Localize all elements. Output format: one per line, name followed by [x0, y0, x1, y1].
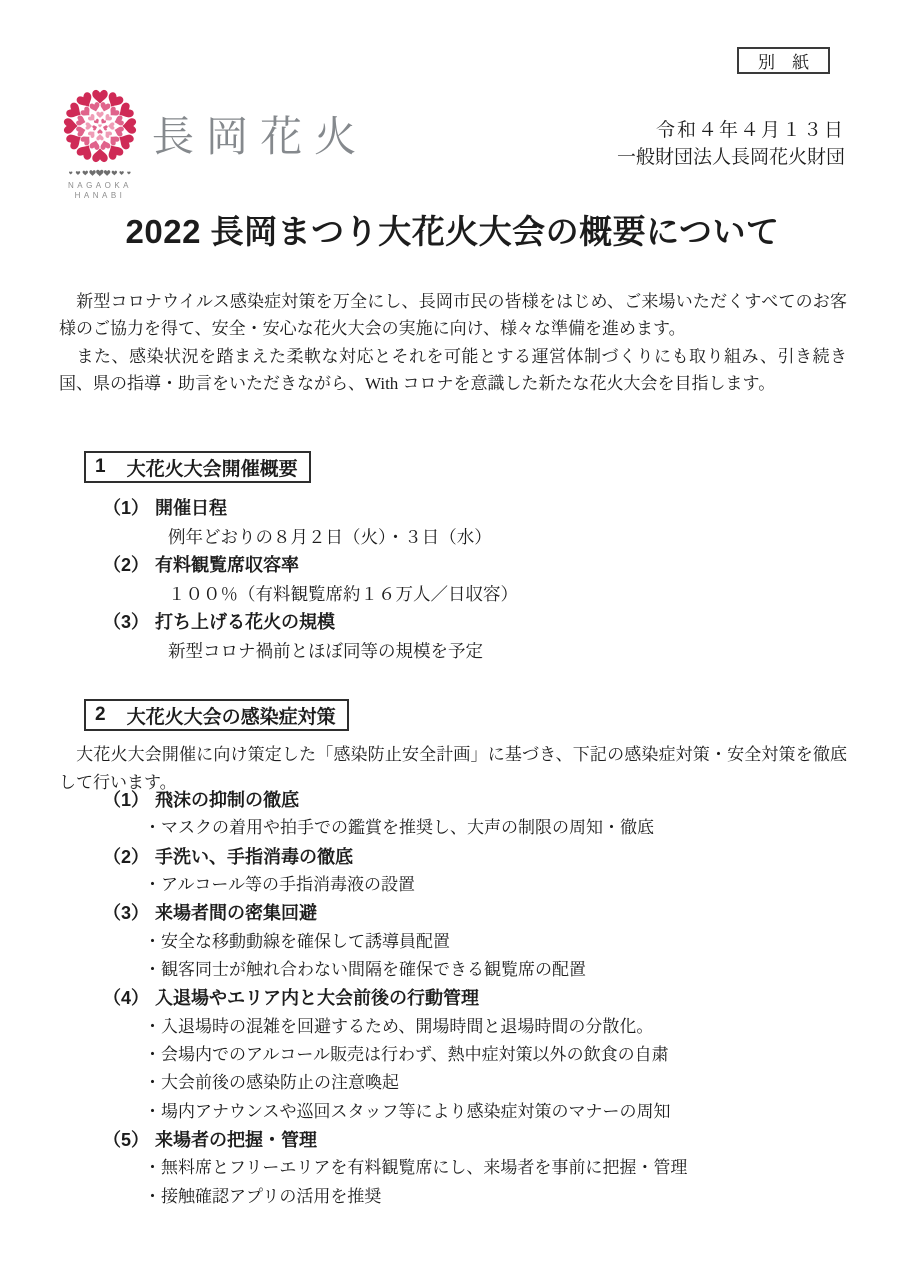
- section1-heading: 大花火大会開催概要: [126, 458, 298, 480]
- item-number: （1）: [103, 498, 150, 518]
- bullet-item: ・マスクの着用や拍手での鑑賞を推奨し、大声の制限の周知・徹底: [144, 818, 654, 838]
- bullet-item: ・大会前後の感染防止の注意喚起: [144, 1073, 399, 1093]
- item-label: [103, 1126, 863, 1154]
- document-meta: [617, 117, 845, 171]
- heart-garland-icon: [66, 168, 134, 178]
- nagaoka-hanabi-logo: [58, 84, 142, 201]
- bullet-item: ・観客同士が触れ合わない間隔を確保できる観覧席の配置: [144, 960, 586, 980]
- item-title: 来場者間の密集回避: [155, 903, 317, 924]
- logo-subtext-line1: NAGAOKA: [67, 181, 133, 190]
- item-number: （3）: [103, 903, 150, 924]
- bullet-item: ・接触確認アプリの活用を推奨: [144, 1186, 382, 1206]
- bullet-item: ・場内アナウンスや巡回スタッフ等により感染症対策のマナーの周知: [144, 1101, 671, 1121]
- intro-paragraphs: [59, 288, 847, 397]
- item-label: [103, 899, 863, 927]
- item-number: （1）: [103, 790, 150, 810]
- section1-items: [103, 494, 847, 666]
- item-title: 開催日程: [155, 498, 227, 518]
- item-label: [103, 608, 847, 637]
- item-detail: 例年どおりの８月２日（火）・３日（水）: [168, 526, 492, 547]
- item-detail: １００％（有料観覧席約１６万人／日収容）: [168, 583, 518, 604]
- logo-subtext: [58, 181, 142, 201]
- section2-items: [103, 786, 863, 1211]
- item-label: [103, 984, 863, 1012]
- section2-heading-box: [84, 699, 349, 731]
- item-title: 有料観覧席収容率: [155, 555, 299, 576]
- item-title: 入退場やエリア内と大会前後の行動管理: [155, 988, 479, 1009]
- item-title: 飛沫の抑制の徹底: [155, 790, 299, 810]
- item-number: （3）: [103, 612, 150, 633]
- item-number: （4）: [103, 988, 150, 1009]
- bullet-item: ・会場内でのアルコール販売は行わず、熱中症対策以外の飲食の自粛: [144, 1045, 669, 1065]
- item-title: 打ち上げる花火の規模: [155, 612, 335, 633]
- logo-subtext-line2: HANABI: [74, 191, 126, 200]
- item-label: [103, 786, 863, 814]
- section2-number: 2: [95, 704, 106, 725]
- bullet-item: ・安全な移動動線を確保して誘導員配置: [144, 931, 450, 951]
- section2-lead: 大花火大会開催に向け策定した「感染防止安全計画」に基づき、下記の感染症対策・安全対策を徹底して行います。: [59, 745, 847, 792]
- bullet-item: ・無料席とフリーエリアを有料観覧席にし、来場者を事前に把握・管理: [144, 1158, 688, 1178]
- heart-firework-icon: [58, 84, 142, 168]
- item-title: 手洗い、手指消毒の徹底: [155, 846, 353, 867]
- issue-date: 令和４年４月１３日: [655, 120, 845, 141]
- item-number: （5）: [103, 1130, 150, 1151]
- bullet-item: ・入退場時の混雑を回避するため、開場時間と退場時間の分散化。: [144, 1016, 654, 1036]
- bullet-item: ・アルコール等の手指消毒液の設置: [144, 875, 415, 895]
- attachment-label: 別 紙: [758, 53, 809, 72]
- intro-paragraph-2: また、感染状況を踏まえた柔軟な対応とそれを可能とする運営体制づくりにも取り組み、引き続き国、県の指導・助言をいただきながら、With コロナを意識した新たな花火大会を目指します。: [59, 346, 847, 393]
- item-label: [103, 843, 863, 871]
- attachment-label-box: [737, 47, 830, 74]
- item-title: 来場者の把握・管理: [155, 1130, 317, 1151]
- item-number: （2）: [103, 846, 150, 867]
- item-number: （2）: [103, 555, 150, 576]
- section1-number: 1: [95, 456, 106, 477]
- logo-brand-text: 長岡花火: [152, 115, 369, 161]
- document-title: 2022 長岡まつり大花火大会の概要について: [125, 213, 780, 250]
- organization-name: 一般財団法人長岡花火財団: [616, 147, 845, 168]
- section1-heading-box: [84, 451, 311, 483]
- item-label: [103, 551, 847, 580]
- item-detail: 新型コロナ禍前とほぼ同等の規模を予定: [168, 640, 483, 661]
- item-label: [103, 494, 847, 523]
- section2-heading: 大花火大会の感染症対策: [126, 706, 336, 728]
- intro-paragraph-1: 新型コロナウイルス感染症対策を万全にし、長岡市民の皆様をはじめ、ご来場いただくすべてのお客様のご協力を得て、安全・安心な花火大会の実施に向け、様々な準備を進めます。: [59, 292, 847, 339]
